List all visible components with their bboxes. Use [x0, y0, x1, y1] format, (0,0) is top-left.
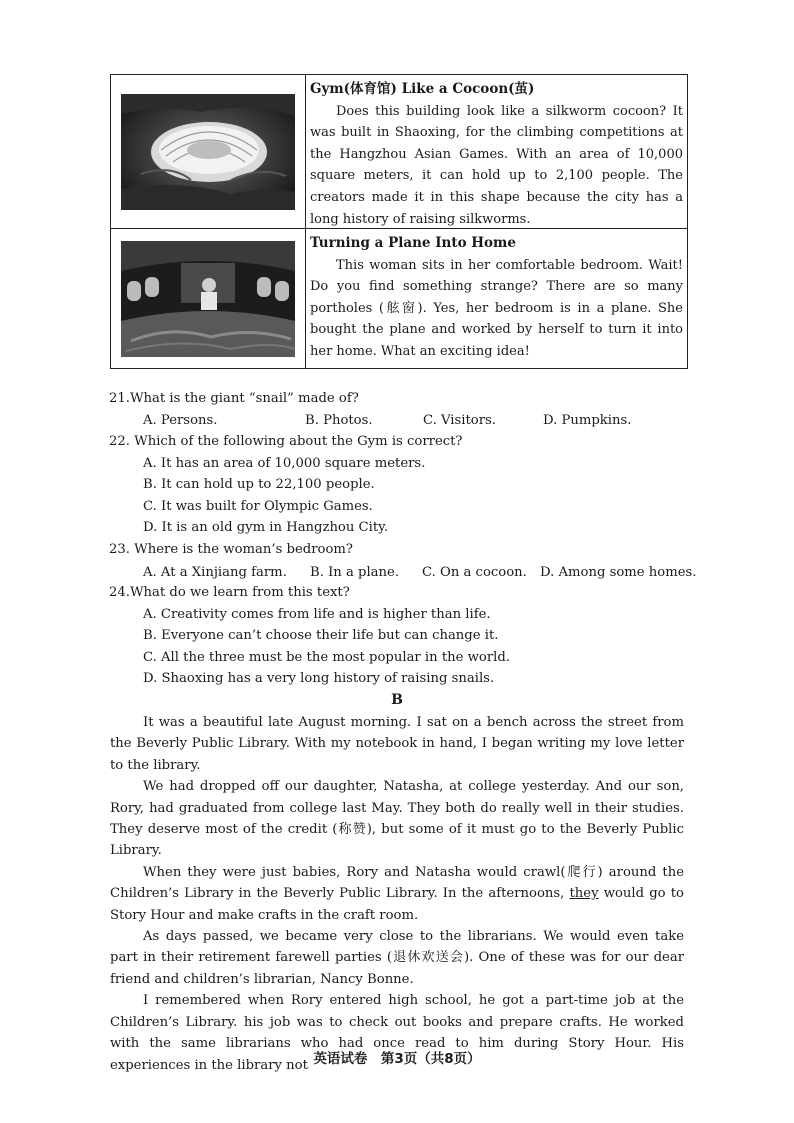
passage-paragraph-part: would go to Story Hour and make crafts in the craft room.: [110, 886, 684, 923]
passage-table: [110, 74, 688, 369]
section-b-passage: [110, 712, 684, 1076]
table-row: [111, 229, 687, 368]
plane-passage-body: This woman sits in her comfortable bedroom. Wait! Do you find something strange? There are so many portholes (舷窗). Yes, her bedroom is in a plane. She bought the plane and worked by herself to turn it into her home. What an exciting idea!: [310, 257, 683, 359]
passage-paragraph: As days passed, we became very close to the librarians. We would even take part in their retirement farewell parties (退休欢送会). One of these was for our dear friend and children’s librarian, Nancy Bonne.: [110, 929, 684, 987]
question-21-stem: 21.What is the giant “snail” made of?: [109, 391, 359, 406]
gym-photo-cell: [111, 75, 306, 228]
section-b-heading: B: [391, 692, 403, 708]
plane-passage: [306, 229, 687, 368]
question-23-option-a[interactable]: A. At a Xinjiang farm.: [143, 565, 287, 580]
question-22-stem: 22. Which of the following about the Gym is correct?: [109, 434, 463, 449]
question-22-option-d[interactable]: D. It is an old gym in Hangzhou City.: [143, 520, 389, 535]
question-24-option-d[interactable]: D. Shaoxing has a very long history of raising snails.: [143, 671, 495, 686]
question-23-option-b[interactable]: B. In a plane.: [310, 565, 400, 580]
question-23-option-c[interactable]: C. On a cocoon.: [422, 565, 527, 580]
plane-passage-title: Turning a Plane Into Home: [310, 235, 516, 251]
passage-paragraph: [110, 862, 684, 926]
question-21-option-a[interactable]: A. Persons.: [143, 413, 218, 428]
plane-photo-cell: [111, 229, 306, 368]
passage-paragraph: It was a beautiful late August morning. I sat on a bench across the street from the Beverly Public Library. With my notebook in hand, I began writing my love letter to the library.: [110, 715, 684, 773]
passage-paragraph-part: When they were just babies, Rory and Natasha would crawl(爬行) around the Children’s Library in the Beverly Public Library. In the afternoons,: [110, 864, 684, 902]
underlined-word-they: they: [569, 886, 599, 902]
question-24-option-b[interactable]: B. Everyone can’t choose their life but can change it.: [143, 628, 499, 643]
plane-bedroom-photo: [121, 241, 295, 357]
question-21-option-d[interactable]: D. Pumpkins.: [543, 413, 632, 428]
question-22-option-a[interactable]: A. It has an area of 10,000 square meters.: [143, 456, 426, 471]
question-24-option-a[interactable]: A. Creativity comes from life and is higher than life.: [143, 607, 491, 622]
question-24-stem: 24.What do we learn from this text?: [109, 585, 350, 600]
question-21-option-c[interactable]: C. Visitors.: [423, 413, 497, 428]
passage-paragraph: I remembered when Rory entered high school, he got a part-time job at the Children’s Library. his job was to check out books and prepare crafts. He worked with the same librarians who had once read to him during Story Hour. His experiences in the library not: [110, 993, 684, 1073]
table-row: [111, 75, 687, 229]
gym-passage-title: Gym(体育馆) Like a Cocoon(茧): [310, 81, 535, 97]
question-23-option-d[interactable]: D. Among some homes.: [540, 565, 697, 580]
question-22-option-b[interactable]: B. It can hold up to 22,100 people.: [143, 477, 375, 492]
question-24-option-c[interactable]: C. All the three must be the most popular in the world.: [143, 650, 510, 665]
page-footer: 英语试卷 第3页（共8页）: [313, 1051, 481, 1067]
gym-cocoon-photo: [121, 94, 295, 210]
passage-paragraph: We had dropped off our daughter, Natasha, at college yesterday. And our son, Rory, had graduated from college last May. They both do really well in their studies. They deserve most of the credit (称赞), but some of it must go to the Beverly Public Library.: [110, 779, 684, 859]
question-23-stem: 23. Where is the woman’s bedroom?: [109, 542, 353, 557]
gym-passage-body: Does this building look like a silkworm cocoon? It was built in Shaoxing, for the climbing competitions at the Hangzhou Asian Games. With an area of 10,000 square meters, it can hold up to 2,100 people. The creators made it in this shape because the city has a long history of raising silkworms.: [310, 103, 683, 227]
gym-passage: [306, 75, 687, 228]
question-22-option-c[interactable]: C. It was built for Olympic Games.: [143, 499, 373, 514]
question-21-option-b[interactable]: B. Photos.: [305, 413, 373, 428]
